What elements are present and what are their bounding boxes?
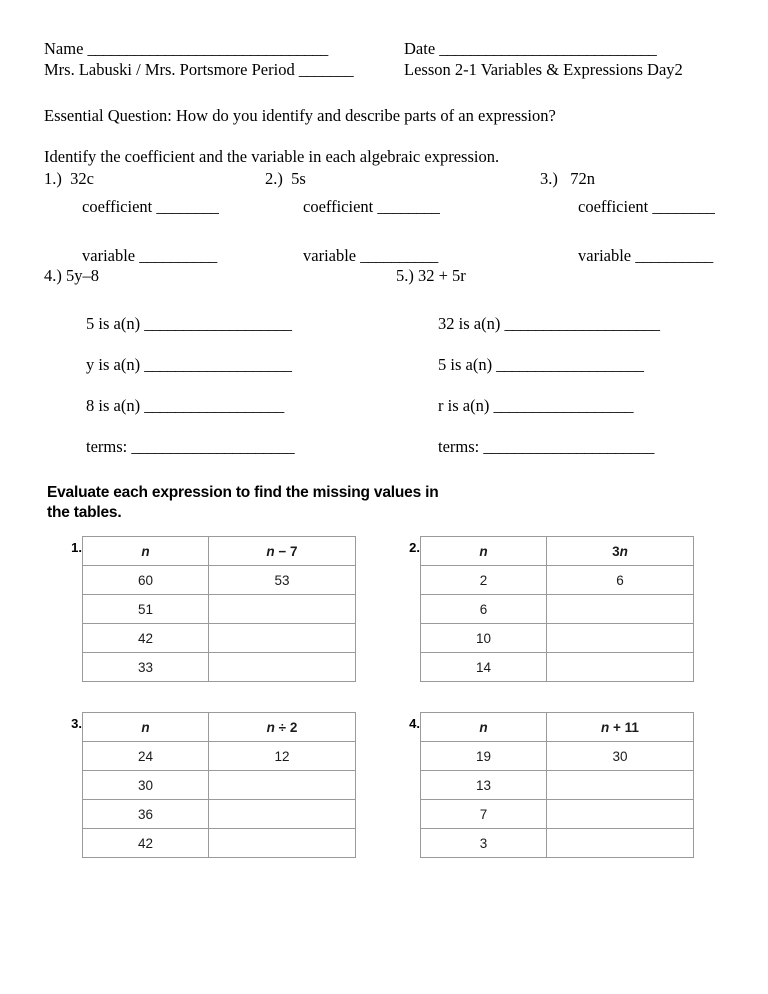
problem-1	[44, 168, 218, 266]
problem-2-coefficient-blank[interactable]: ________	[377, 197, 440, 216]
table-row	[83, 653, 356, 682]
table-3-input-2: 30	[83, 771, 209, 800]
table-4-output-4[interactable]	[547, 829, 694, 858]
table-3-header-input: n	[83, 713, 209, 742]
table-4-header-output-prefix: n	[601, 719, 610, 735]
problem-2-expression: 5s	[291, 169, 306, 188]
table-1-input-3: 42	[83, 624, 209, 653]
table-3-input-1: 24	[83, 742, 209, 771]
table-4-input-3: 7	[421, 800, 547, 829]
tables-heading-line-2: the tables.	[47, 504, 122, 521]
table-4-header-output	[547, 713, 694, 742]
function-table-1	[82, 536, 356, 682]
problem-3-variable-row	[540, 245, 714, 266]
problem-5-terms-row	[396, 436, 659, 457]
problem-2	[265, 168, 439, 266]
table-2-output-4[interactable]	[547, 653, 694, 682]
name-label: Name	[44, 39, 88, 58]
table-row	[421, 742, 694, 771]
problem-4-terms-blank[interactable]: _____________________	[131, 437, 295, 456]
problem-3-coefficient-label: coefficient	[578, 197, 653, 216]
problem-3-coefficient-row	[540, 196, 714, 217]
table-row	[83, 595, 356, 624]
teachers-period-group	[44, 59, 404, 80]
problem-3-title	[540, 168, 714, 189]
problem-1-expression: 32c	[70, 169, 94, 188]
problem-2-variable-label: variable	[303, 246, 361, 265]
problem-3-variable-label: variable	[578, 246, 636, 265]
table-row	[83, 742, 356, 771]
table-1-output-1[interactable]: 53	[209, 566, 356, 595]
table-row	[421, 566, 694, 595]
tables-section-heading	[47, 483, 517, 523]
table-2-input-1: 2	[421, 566, 547, 595]
table-3-header-output-suffix: ÷ 2	[274, 719, 298, 735]
problem-1-coefficient-row	[44, 196, 218, 217]
lesson-title-group	[404, 59, 728, 80]
table-2-header-output	[547, 537, 694, 566]
table-1-output-4[interactable]	[209, 653, 356, 682]
problem-2-title	[265, 168, 439, 189]
essential-question: Essential Question: How do you identify and describe parts of an expression?	[44, 106, 556, 125]
table-row	[421, 771, 694, 800]
table-2-header-output-prefix: 3	[612, 543, 620, 559]
table-2-number: 2.	[409, 540, 420, 555]
table-3-input-3: 36	[83, 800, 209, 829]
table-4-input-2: 13	[421, 771, 547, 800]
problem-2-number: 2.)	[265, 169, 283, 188]
table-row	[421, 624, 694, 653]
problem-3-coefficient-blank[interactable]: ________	[652, 197, 715, 216]
problem-4-line-2-blank[interactable]: ___________________	[144, 355, 292, 374]
table-2-input-2: 6	[421, 595, 547, 624]
problem-3	[540, 168, 714, 266]
table-3-output-4[interactable]	[209, 829, 356, 858]
table-1-header-row	[83, 537, 356, 566]
problem-5-number: 5.)	[396, 266, 414, 285]
problem-2-coefficient-label: coefficient	[303, 197, 378, 216]
problem-5-line-3-label: r is a(n)	[438, 396, 494, 415]
table-4-output-2[interactable]	[547, 771, 694, 800]
table-2-input-4: 14	[421, 653, 547, 682]
problem-2-variable-row	[265, 245, 439, 266]
table-row	[421, 800, 694, 829]
problem-3-number: 3.)	[540, 169, 558, 188]
header-row-name-date	[44, 38, 728, 59]
problem-1-coefficient-blank[interactable]: ________	[156, 197, 219, 216]
problem-5-terms-label: terms:	[438, 437, 484, 456]
table-4-output-1[interactable]: 30	[547, 742, 694, 771]
table-row	[83, 771, 356, 800]
problem-5-expression: 32 + 5r	[418, 266, 466, 285]
problem-5-line-2	[396, 354, 659, 375]
table-row	[83, 624, 356, 653]
problem-3-variable-blank[interactable]: __________	[635, 246, 713, 265]
problem-1-number: 1.)	[44, 169, 62, 188]
teachers-label: Mrs. Labuski / Mrs. Portsmore Period	[44, 60, 299, 79]
table-row	[421, 595, 694, 624]
table-1-input-4: 33	[83, 653, 209, 682]
table-4-output-3[interactable]	[547, 800, 694, 829]
tables-heading-line-1: Evaluate each expression to find the missing values in	[47, 484, 439, 501]
problem-5-line-3-blank[interactable]: __________________	[493, 396, 633, 415]
coefficient-variable-problems	[44, 168, 744, 273]
problem-5-line-1-blank[interactable]: ____________________	[504, 314, 660, 333]
worksheet-header	[44, 38, 728, 80]
lesson-title: Lesson 2-1 Variables & Expressions Day2	[404, 60, 683, 79]
problem-5-line-1	[396, 313, 659, 334]
table-4-header-input: n	[421, 713, 547, 742]
problem-4-line-3-label: 8 is a(n)	[86, 396, 145, 415]
problem-1-variable-label: variable	[82, 246, 140, 265]
table-row	[83, 566, 356, 595]
problem-4-line-1	[44, 313, 294, 334]
table-2-output-3[interactable]	[547, 624, 694, 653]
table-1-header-input: n	[83, 537, 209, 566]
parts-of-expression-problems	[44, 265, 744, 460]
problem-5-title	[396, 265, 659, 286]
function-table-2	[420, 536, 694, 682]
table-2-header-input: n	[421, 537, 547, 566]
problem-4-number: 4.)	[44, 266, 62, 285]
table-1-header-output-suffix: − 7	[274, 543, 298, 559]
problem-5-line-3	[396, 395, 659, 416]
problem-5-line-2-blank[interactable]: ___________________	[496, 355, 644, 374]
problem-4-expression: 5y–8	[66, 266, 99, 285]
directions-coefficient-variable: Identify the coefficient and the variable in each algebraic expression.	[44, 147, 500, 166]
table-3-header-row	[83, 713, 356, 742]
problem-4-title	[44, 265, 294, 286]
table-1-input-2: 51	[83, 595, 209, 624]
problem-4-terms-label: terms:	[86, 437, 132, 456]
table-2-output-1[interactable]: 6	[547, 566, 694, 595]
table-2-header-row	[421, 537, 694, 566]
name-blank[interactable]: _______________________________	[87, 39, 328, 58]
problem-4-line-1-label: 5 is a(n)	[86, 314, 145, 333]
problem-5-line-1-label: 32 is a(n)	[438, 314, 505, 333]
table-3-output-2[interactable]	[209, 771, 356, 800]
problem-4-line-1-blank[interactable]: ___________________	[144, 314, 292, 333]
problem-4	[44, 265, 294, 457]
table-3-output-1[interactable]: 12	[209, 742, 356, 771]
table-1-output-2[interactable]	[209, 595, 356, 624]
problem-5-line-2-label: 5 is a(n)	[438, 355, 497, 374]
problem-4-line-3-blank[interactable]: __________________	[144, 396, 284, 415]
header-row-teachers-lesson	[44, 59, 728, 80]
table-3-header-output	[209, 713, 356, 742]
table-2-output-2[interactable]	[547, 595, 694, 624]
table-row	[421, 653, 694, 682]
date-label: Date	[404, 39, 440, 58]
date-field-group	[404, 38, 728, 59]
table-1-input-1: 60	[83, 566, 209, 595]
problem-1-coefficient-label: coefficient	[82, 197, 157, 216]
problem-2-variable-blank[interactable]: __________	[360, 246, 438, 265]
problem-5	[396, 265, 659, 457]
table-4-input-1: 19	[421, 742, 547, 771]
table-1-header-output-prefix: n	[266, 543, 275, 559]
problem-4-line-2-label: y is a(n)	[86, 355, 145, 374]
table-4-header-output-suffix: + 11	[609, 719, 639, 735]
table-4-input-4: 3	[421, 829, 547, 858]
period-blank[interactable]: _______	[298, 60, 354, 79]
problem-4-terms-row	[44, 436, 294, 457]
table-3-output-3[interactable]	[209, 800, 356, 829]
table-1-header-output	[209, 537, 356, 566]
table-1-output-3[interactable]	[209, 624, 356, 653]
table-2-input-3: 10	[421, 624, 547, 653]
table-row	[83, 829, 356, 858]
table-4-number: 4.	[409, 716, 420, 731]
function-table-3	[82, 712, 356, 858]
table-row	[421, 829, 694, 858]
problem-1-title	[44, 168, 218, 189]
table-row	[83, 800, 356, 829]
problem-4-line-2	[44, 354, 294, 375]
table-3-input-4: 42	[83, 829, 209, 858]
problem-4-line-3	[44, 395, 294, 416]
table-2-header-output-suffix: n	[619, 543, 628, 559]
function-table-4	[420, 712, 694, 858]
table-1-number: 1.	[71, 540, 82, 555]
problem-3-expression: 72n	[570, 169, 595, 188]
name-field-group	[44, 38, 404, 59]
problem-5-terms-blank[interactable]: ______________________	[483, 437, 654, 456]
table-4-header-row	[421, 713, 694, 742]
problem-2-coefficient-row	[265, 196, 439, 217]
table-3-number: 3.	[71, 716, 82, 731]
problem-1-variable-row	[44, 245, 218, 266]
date-blank[interactable]: ____________________________	[439, 39, 657, 58]
problem-1-variable-blank[interactable]: __________	[139, 246, 217, 265]
table-3-header-output-prefix: n	[266, 719, 275, 735]
